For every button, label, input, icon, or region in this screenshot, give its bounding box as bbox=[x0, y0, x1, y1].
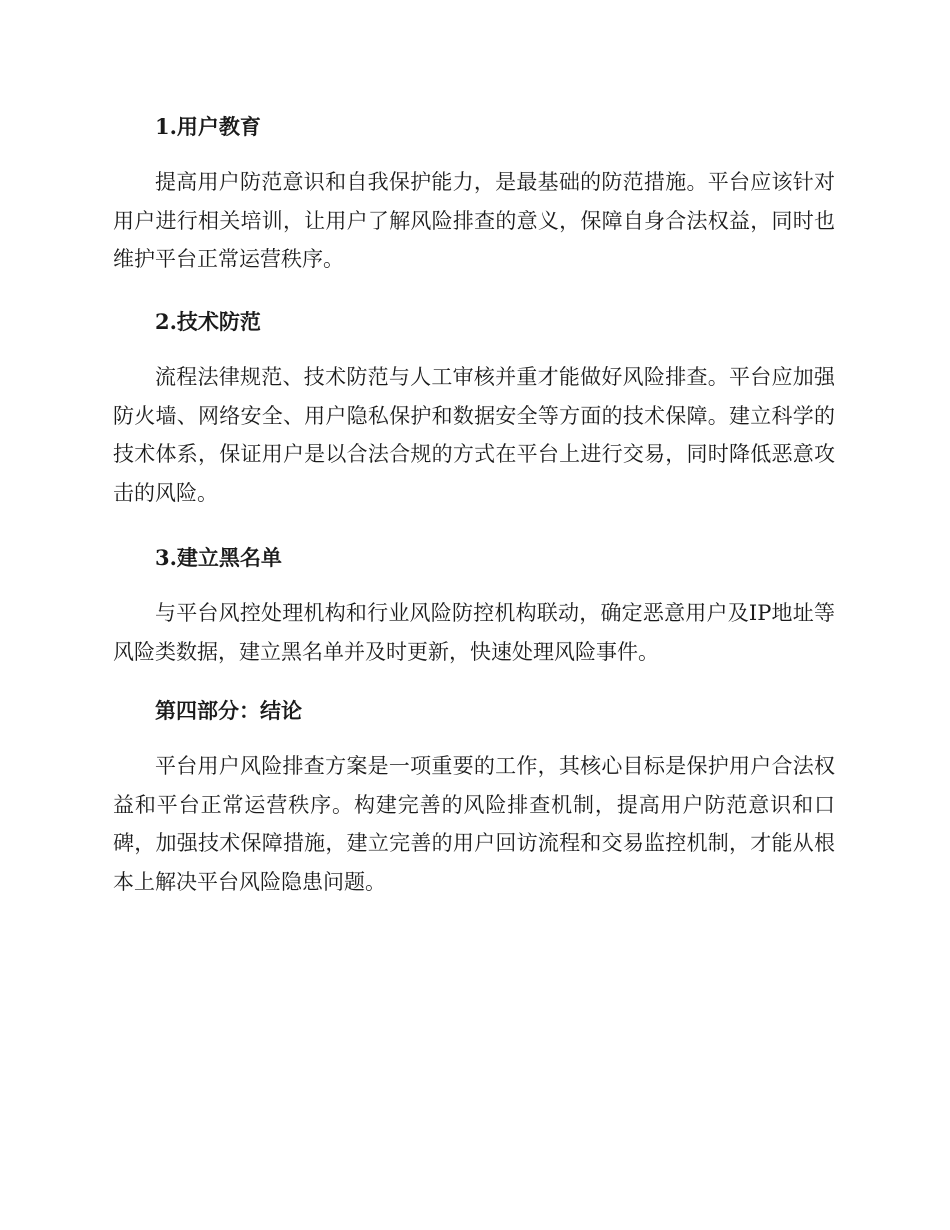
section-heading-tech-prevention: 2.技术防范 bbox=[155, 309, 261, 334]
section-body-user-education: 提高用户防范意识和自我保护能力，是最基础的防范措施。平台应该针对用户进行相关培训，让用户了解风险排查的意义，保障自身合法权益，同时也维护平台正常运营秩序。 bbox=[113, 170, 835, 271]
section-heading-user-education: 1.用户教育 bbox=[155, 114, 261, 139]
section-body-tech-prevention: 流程法律规范、技术防范与人工审核并重才能做好风险排查。平台应加强防火墙、网络安全、用户隐私保护和数据安全等方面的技术保障。建立科学的技术体系，保证用户是以合法合规的方式在平台上进行交易，同时降低恶意攻击的风险。 bbox=[113, 365, 835, 505]
section-heading-conclusion: 第四部分：结论 bbox=[155, 698, 302, 723]
section-heading-blacklist: 3.建立黑名单 bbox=[155, 545, 282, 570]
section-body-blacklist: 与平台风控处理机构和行业风险防控机构联动，确定恶意用户及IP地址等风险类数据，建立黑名单并及时更新，快速处理风险事件。 bbox=[113, 601, 835, 664]
section-body-conclusion: 平台用户风险排查方案是一项重要的工作，其核心目标是保护用户合法权益和平台正常运营秩序。构建完善的风险排查机制，提高用户防范意识和口碑，加强技术保障措施，建立完善的用户回访流程和交易监控机制，才能从根本上解决平台风险隐患问题。 bbox=[113, 754, 835, 894]
